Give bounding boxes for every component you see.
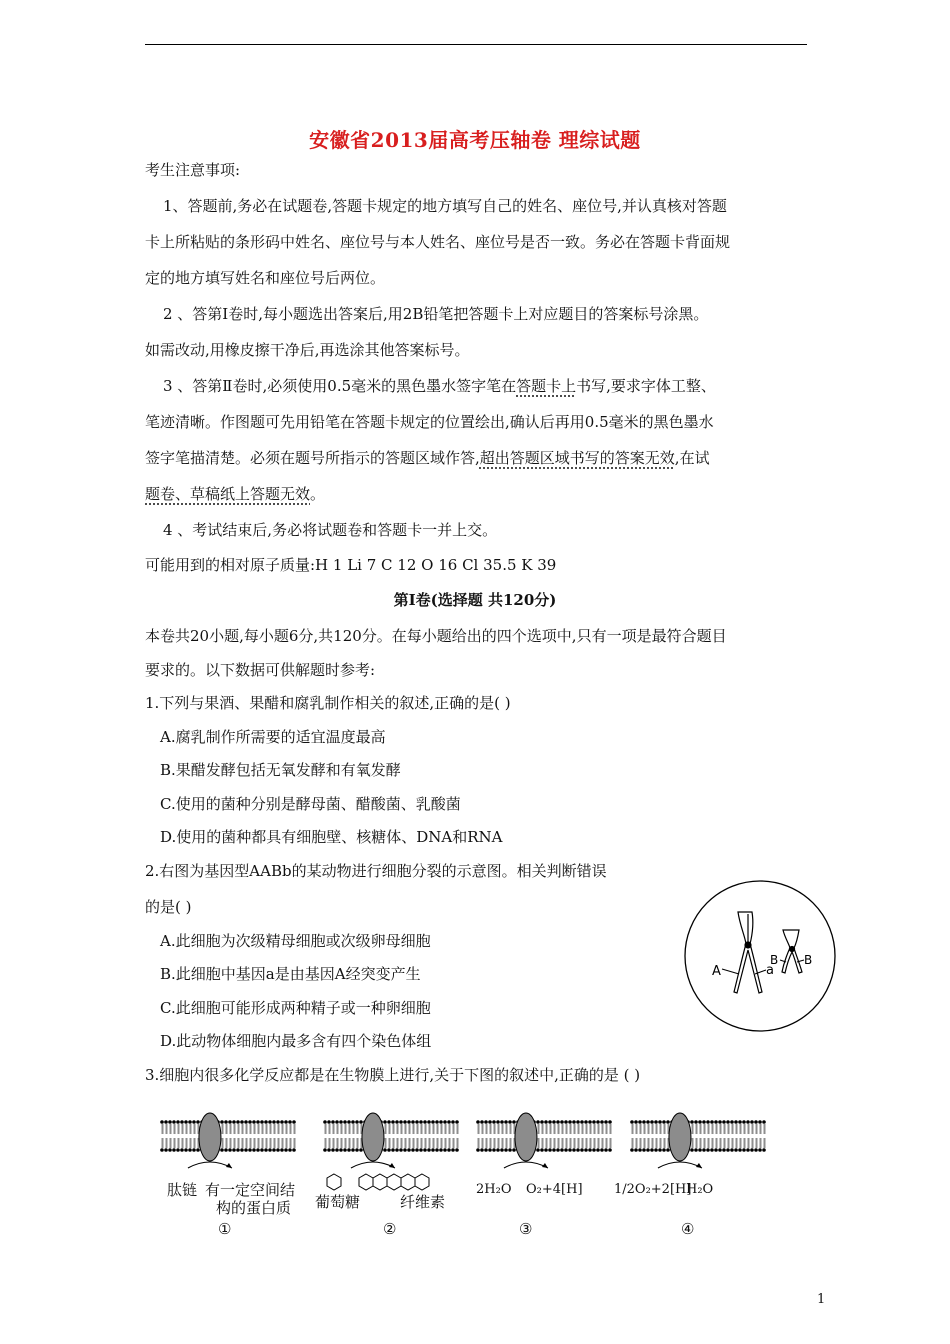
question-option: A.腐乳制作所需要的适宜温度最高 bbox=[160, 728, 386, 746]
panel-label: 构的蛋白质 bbox=[216, 1199, 292, 1217]
chain-icons bbox=[318, 1172, 436, 1192]
cell-division-figure bbox=[682, 878, 838, 1034]
notice-line: 签字笔描清楚。必须在题号所指示的答题区域作答,超出答题区域书写的答案无效,在试 bbox=[145, 449, 710, 467]
notice-line: 4 、考试结束后,务必将试题卷和答题卡一并上交。 bbox=[163, 521, 498, 539]
panel-label: 2H₂O bbox=[476, 1182, 512, 1197]
question-option: C.此细胞可能形成两种精子或一种卵细胞 bbox=[160, 999, 431, 1017]
notice-line: 卡上所粘贴的条形码中姓名、座位号与本人姓名、座位号是否一致。务必在答题卡背面规 bbox=[145, 233, 731, 251]
atomic-mass-line: 可能用到的相对原子质量:H 1 Li 7 C 12 O 16 Cl 35.5 K 39 bbox=[145, 556, 557, 574]
question-option: B.此细胞中基因a是由基因A经突变产生 bbox=[160, 965, 421, 983]
membrane-diagrams bbox=[160, 1110, 780, 1174]
panel-number: ① bbox=[218, 1220, 232, 1238]
question-stem: 3.细胞内很多化学反应都是在生物膜上进行,关于下图的叙述中,正确的是 ( ) bbox=[145, 1066, 641, 1084]
notice-line: 1、答题前,务必在试题卷,答题卡规定的地方填写自己的姓名、座位号,并认真核对答题 bbox=[163, 197, 727, 215]
label-line bbox=[722, 969, 739, 974]
panel-number: ② bbox=[383, 1220, 397, 1238]
notice-line: 题卷、草稿纸上答题无效。 bbox=[145, 485, 326, 503]
panel-number: ③ bbox=[519, 1220, 533, 1238]
gene-label-a: a bbox=[766, 963, 774, 978]
small-chromosome bbox=[782, 930, 802, 973]
membrane-panel bbox=[323, 1113, 459, 1168]
question-option: B.果醋发酵包括无氧发酵和有氧发酵 bbox=[160, 761, 401, 779]
section-heading: 第Ⅰ卷(选择题 共120分) bbox=[393, 591, 557, 609]
membrane-protein bbox=[199, 1113, 221, 1161]
question-option: D.此动物体细胞内最多含有四个染色体组 bbox=[160, 1032, 432, 1050]
glucose-hexagon-icon bbox=[327, 1174, 341, 1190]
reaction-arrow bbox=[351, 1162, 395, 1168]
notice-line: 如需改动,用橡皮擦干净后,再选涂其他答案标号。 bbox=[145, 341, 470, 359]
question-option: D.使用的菌种都具有细胞壁、核糖体、DNA和RNA bbox=[160, 828, 503, 846]
panel-label: 有一定空间结 bbox=[205, 1181, 296, 1199]
emphasis-text: 题卷、草稿纸上答题无效 bbox=[145, 485, 311, 503]
panel-label: H₂O bbox=[686, 1182, 714, 1197]
gene-label-B: B bbox=[770, 953, 779, 967]
cell-membrane bbox=[685, 881, 835, 1031]
reaction-arrow bbox=[658, 1162, 702, 1168]
notice-heading: 考生注意事项: bbox=[145, 161, 241, 179]
panel-number: ④ bbox=[681, 1220, 695, 1238]
panel-label: 肽链 bbox=[167, 1181, 198, 1199]
reaction-arrow bbox=[188, 1162, 232, 1168]
centromere bbox=[745, 942, 751, 948]
question-stem: 1.下列与果酒、果醋和腐乳制作相关的叙述,正确的是( ) bbox=[145, 694, 511, 712]
notice-line: 定的地方填写姓名和座位号后两位。 bbox=[145, 269, 386, 287]
question-option: C.使用的菌种分别是酵母菌、醋酸菌、乳酸菌 bbox=[160, 795, 461, 813]
panel-label: O₂+4[H] bbox=[526, 1182, 583, 1197]
notice-line: 3 、答第Ⅱ卷时,必须使用0.5毫米的黑色墨水签字笔在答题卡上书写,要求字体工整、 bbox=[163, 377, 716, 395]
membrane-panel bbox=[476, 1113, 612, 1168]
section-intro: 要求的。以下数据可供解题时参考: bbox=[145, 661, 376, 679]
panel-label: 1/2O₂+2[H] bbox=[614, 1182, 692, 1197]
notice-line: 2 、答第Ⅰ卷时,每小题选出答案后,用2B铅笔把答题卡上对应题目的答案标号涂黑。 bbox=[163, 305, 709, 323]
centromere bbox=[790, 947, 795, 952]
question-stem: 2.右图为基因型AABb的某动物进行细胞分裂的示意图。相关判断错误 bbox=[145, 862, 607, 880]
membrane-protein bbox=[669, 1113, 691, 1161]
panel-label: 纤维素 bbox=[400, 1193, 446, 1211]
gene-label-A: A bbox=[712, 964, 721, 979]
membrane-protein bbox=[515, 1113, 537, 1161]
question-stem: 的是( ) bbox=[145, 898, 192, 916]
header-rule bbox=[145, 44, 807, 45]
page-number: 1 bbox=[817, 1292, 826, 1307]
notice-line: 笔迹清晰。作图题可先用铅笔在答题卡规定的位置绘出,确认后再用0.5毫米的黑色墨水 bbox=[145, 413, 714, 431]
membrane-panel bbox=[630, 1113, 766, 1168]
reaction-arrow bbox=[504, 1162, 548, 1168]
section-intro: 本卷共20小题,每小题6分,共120分。在每小题给出的四个选项中,只有一项是最符合题目 bbox=[145, 627, 727, 645]
cellulose-chain-icon bbox=[359, 1174, 429, 1190]
large-chromosome bbox=[734, 912, 762, 993]
panel-label: 葡萄糖 bbox=[315, 1193, 361, 1211]
gene-label-B: B bbox=[804, 953, 813, 967]
membrane-panel bbox=[160, 1113, 296, 1168]
emphasis-text: 答题卡上 bbox=[516, 377, 577, 395]
page-title: 安徽省2013届高考压轴卷 理综试题 bbox=[309, 128, 641, 152]
question-option: A.此细胞为次级精母细胞或次级卵母细胞 bbox=[160, 932, 431, 950]
membrane-protein bbox=[362, 1113, 384, 1161]
emphasis-text: 超出答题区域书写的答案无效 bbox=[479, 449, 675, 467]
